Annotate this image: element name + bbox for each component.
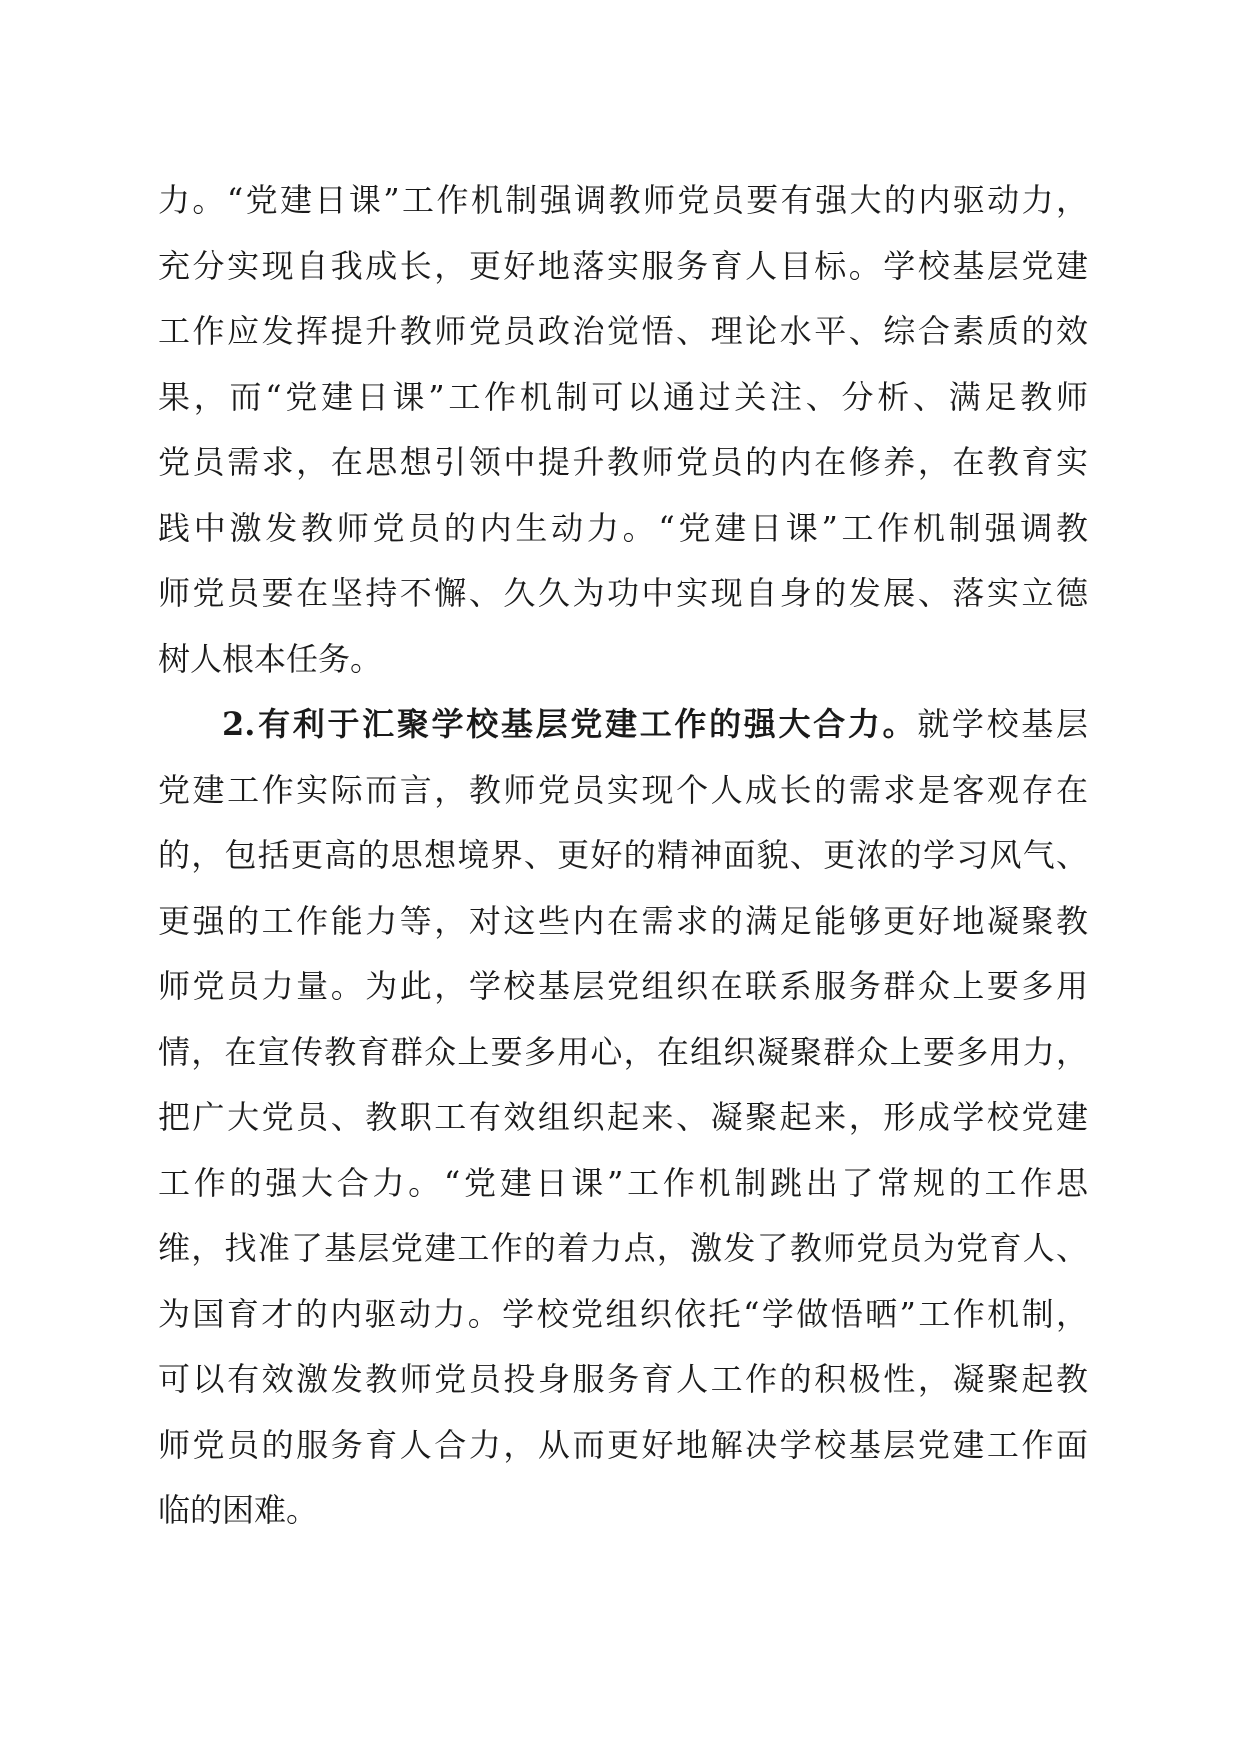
text-line: 更强的工作能力等，对这些内在需求的满足能够更好地凝聚教	[158, 901, 1088, 940]
section-heading: 2.有利于汇聚学校基层党建工作的强大合力。	[222, 705, 918, 743]
text-line: 可以有效激发教师党员投身服务育人工作的积极性，凝聚起教	[158, 1360, 1088, 1398]
text-line: 临的困难。	[158, 1491, 319, 1529]
text-line: 师党员要在坚持不懈、久久为功中实现自身的发展、落实立德	[158, 574, 1088, 612]
text-line: 践中激发教师党员的内生动力。“党建日课”工作机制强调教	[158, 508, 1088, 547]
text-line: 师党员的服务育人合力，从而更好地解决学校基层党建工作面	[158, 1425, 1088, 1464]
paragraph-2-first-line	[158, 702, 1088, 768]
text-line: 充分实现自我成长，更好地落实服务育人目标。学校基层党建	[158, 246, 1088, 285]
body-text	[158, 178, 1088, 1554]
text-line: 党建工作实际而言，教师党员实现个人成长的需求是客观存在	[158, 770, 1088, 809]
text-line: 情，在宣传教育群众上要多用心，在组织凝聚群众上要多用力，	[158, 1032, 1088, 1071]
text-line: 的，包括更高的思想境界、更好的精神面貌、更浓的学习风气、	[158, 836, 1088, 874]
text-line: 为国育才的内驱动力。学校党组织依托“学做悟晒”工作机制，	[158, 1294, 1088, 1333]
text-line: 把广大党员、教职工有效组织起来、凝聚起来，形成学校党建	[158, 1098, 1088, 1136]
text-line: 力。“党建日课”工作机制强调教师党员要有强大的内驱动力，	[158, 181, 1088, 219]
text-line: 党员需求，在思想引领中提升教师党员的内在修养，在教育实	[158, 443, 1088, 481]
heading-continuation: 就学校基层	[917, 705, 1088, 743]
text-line: 树人根本任务。	[158, 639, 383, 678]
paragraph-2	[158, 702, 1088, 1554]
text-line: 工作的强大合力。“党建日课”工作机制跳出了常规的工作思	[158, 1163, 1088, 1202]
text-line: 师党员力量。为此，学校基层党组织在联系服务群众上要多用	[158, 967, 1088, 1005]
paragraph-1	[158, 178, 1088, 702]
text-line: 工作应发挥提升教师党员政治觉悟、理论水平、综合素质的效	[158, 312, 1088, 350]
text-line: 果，而“党建日课”工作机制可以通过关注、分析、满足教师	[158, 377, 1088, 416]
text-line: 维，找准了基层党建工作的着力点，激发了教师党员为党育人、	[158, 1229, 1088, 1267]
